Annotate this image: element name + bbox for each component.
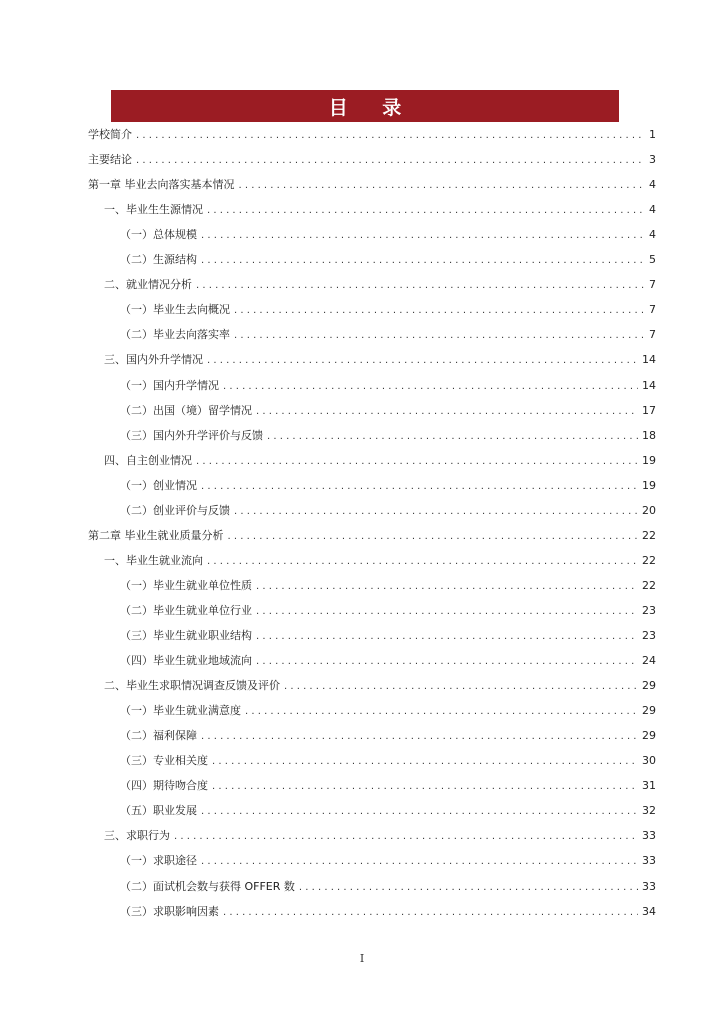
toc-entry-label: 第二章 毕业生就业质量分析	[88, 529, 224, 542]
toc-title: 目 录	[328, 96, 416, 119]
toc-entry-label: 主要结论	[88, 153, 132, 166]
toc-entry[interactable]	[104, 353, 656, 368]
toc-dot-leader	[256, 655, 638, 669]
toc-entry[interactable]	[120, 604, 656, 619]
toc-entry-label: （四）毕业生就业地域流向	[120, 654, 252, 667]
toc-entry[interactable]	[88, 529, 656, 544]
toc-entry-page: 23	[642, 629, 656, 642]
toc-entry-label: 四、自主创业情况	[104, 454, 192, 467]
toc-entry-label: 第一章 毕业去向落实基本情况	[88, 178, 235, 191]
toc-entry-label: （三）国内外升学评价与反馈	[120, 429, 263, 442]
toc-dot-leader	[174, 830, 638, 844]
toc-entry-page: 1	[649, 128, 656, 141]
toc-entry-page: 5	[649, 253, 656, 266]
toc-entry[interactable]	[120, 854, 656, 869]
toc-dot-leader	[196, 455, 638, 469]
toc-entry-page: 4	[649, 228, 656, 241]
toc-entry-page: 29	[642, 679, 656, 692]
toc-entry[interactable]	[104, 203, 656, 218]
toc-entry-page: 19	[642, 479, 656, 492]
toc-dot-leader	[256, 630, 638, 644]
toc-dot-leader	[196, 279, 645, 293]
toc-entry-label: （三）专业相关度	[120, 754, 208, 767]
toc-entry-label: （三）求职影响因素	[120, 905, 219, 918]
toc-dot-leader	[201, 805, 638, 819]
toc-entry-page: 22	[642, 529, 656, 542]
toc-dot-leader	[207, 555, 638, 569]
toc-entry[interactable]	[104, 554, 656, 569]
toc-dot-leader	[136, 154, 645, 168]
toc-dot-leader	[228, 530, 639, 544]
toc-entry-page: 29	[642, 704, 656, 717]
toc-entry[interactable]	[104, 679, 656, 694]
toc-dot-leader	[267, 430, 638, 444]
toc-entry-page: 14	[642, 353, 656, 366]
toc-entry-page: 31	[642, 779, 656, 792]
toc-entry-page: 7	[649, 303, 656, 316]
toc-entry[interactable]	[120, 905, 656, 920]
toc-dot-leader	[207, 354, 638, 368]
toc-entry-label: （二）毕业生就业单位行业	[120, 604, 252, 617]
toc-entry-label: 二、毕业生求职情况调查反馈及评价	[104, 679, 280, 692]
toc-entry-label: （二）面试机会数与获得 OFFER 数	[120, 880, 295, 893]
toc-entry-page: 23	[642, 604, 656, 617]
toc-dot-leader	[245, 705, 638, 719]
toc-entry-label: 三、求职行为	[104, 829, 170, 842]
toc-entry-label: （一）总体规模	[120, 228, 197, 241]
toc-entry[interactable]	[104, 278, 656, 293]
toc-entry-label: 一、毕业生生源情况	[104, 203, 203, 216]
toc-entry-label: （一）毕业生就业单位性质	[120, 579, 252, 592]
toc-entry-label: （一）创业情况	[120, 479, 197, 492]
toc-entry-page: 22	[642, 579, 656, 592]
toc-entry-page: 4	[649, 178, 656, 191]
toc-entry[interactable]	[120, 228, 656, 243]
toc-entry-label: （二）生源结构	[120, 253, 197, 266]
toc-dot-leader	[256, 405, 638, 419]
toc-entry[interactable]	[120, 804, 656, 819]
toc-entry-label: （一）国内升学情况	[120, 379, 219, 392]
toc-entry-page: 17	[642, 404, 656, 417]
toc-entry-label: （五）职业发展	[120, 804, 197, 817]
toc-entry[interactable]	[120, 629, 656, 644]
toc-entry-label: （二）福利保障	[120, 729, 197, 742]
toc-entry-page: 7	[649, 328, 656, 341]
toc-dot-leader	[201, 730, 638, 744]
toc-dot-leader	[234, 329, 645, 343]
toc-entry-page: 30	[642, 754, 656, 767]
toc-dot-leader	[212, 780, 638, 794]
toc-entry[interactable]	[88, 128, 656, 143]
toc-dot-leader	[201, 254, 645, 268]
toc-dot-leader	[256, 605, 638, 619]
toc-entry[interactable]	[120, 504, 656, 519]
toc-entry[interactable]	[120, 429, 656, 444]
toc-entry-page: 33	[642, 854, 656, 867]
toc-entry[interactable]	[120, 704, 656, 719]
toc-entry[interactable]	[104, 829, 656, 844]
toc-entry-page: 7	[649, 278, 656, 291]
toc-entry[interactable]	[120, 779, 656, 794]
toc-entry-label: 三、国内外升学情况	[104, 353, 203, 366]
toc-entry-page: 3	[649, 153, 656, 166]
toc-dot-leader	[223, 380, 638, 394]
toc-entry-label: （一）求职途径	[120, 854, 197, 867]
toc-dot-leader	[234, 505, 638, 519]
toc-dot-leader	[136, 129, 645, 143]
toc-entry-page: 18	[642, 429, 656, 442]
toc-dot-leader	[201, 480, 638, 494]
toc-dot-leader	[207, 204, 645, 218]
toc-entry-label: 二、就业情况分析	[104, 278, 192, 291]
toc-entry-label: （二）创业评价与反馈	[120, 504, 230, 517]
toc-dot-leader	[299, 881, 638, 895]
toc-entry-page: 4	[649, 203, 656, 216]
page-number: I	[359, 952, 365, 965]
toc-entry[interactable]	[88, 153, 656, 168]
toc-entry[interactable]	[120, 404, 656, 419]
toc-dot-leader	[201, 229, 645, 243]
toc-entry[interactable]	[104, 454, 656, 469]
toc-entry[interactable]	[120, 379, 656, 394]
toc-entry-label: （三）毕业生就业职业结构	[120, 629, 252, 642]
toc-entry[interactable]	[120, 479, 656, 494]
toc-entry-page: 34	[642, 905, 656, 918]
toc-dot-leader	[284, 680, 638, 694]
toc-entry-label: （二）毕业去向落实率	[120, 328, 230, 341]
toc-entry-label: （二）出国（境）留学情况	[120, 404, 252, 417]
toc-entry[interactable]	[120, 880, 656, 895]
toc-entry[interactable]	[88, 178, 656, 193]
toc-entry[interactable]	[120, 729, 656, 744]
toc-entry-page: 20	[642, 504, 656, 517]
toc-entry-label: （一）毕业生就业满意度	[120, 704, 241, 717]
toc-entry-label: （一）毕业生去向概况	[120, 303, 230, 316]
toc-entry[interactable]	[120, 654, 656, 669]
toc-entry-label: 一、毕业生就业流向	[104, 554, 203, 567]
toc-entry-label: （四）期待吻合度	[120, 779, 208, 792]
toc-entry[interactable]	[120, 253, 656, 268]
toc-dot-leader	[212, 755, 638, 769]
toc-entry-page: 33	[642, 829, 656, 842]
toc-dot-leader	[201, 855, 638, 869]
toc-entry-page: 29	[642, 729, 656, 742]
toc-entry-page: 19	[642, 454, 656, 467]
toc-entry[interactable]	[120, 579, 656, 594]
toc-entry-page: 24	[642, 654, 656, 667]
toc-entry-page: 14	[642, 379, 656, 392]
toc-entry[interactable]	[120, 328, 656, 343]
toc-entry-page: 22	[642, 554, 656, 567]
toc-dot-leader	[223, 906, 638, 920]
toc-entry-page: 33	[642, 880, 656, 893]
toc-entry[interactable]	[120, 754, 656, 769]
toc-entry-page: 32	[642, 804, 656, 817]
toc-dot-leader	[256, 580, 638, 594]
toc-entry[interactable]	[120, 303, 656, 318]
toc-dot-leader	[239, 179, 646, 193]
toc-entry-label: 学校简介	[88, 128, 132, 141]
toc-dot-leader	[234, 304, 645, 318]
